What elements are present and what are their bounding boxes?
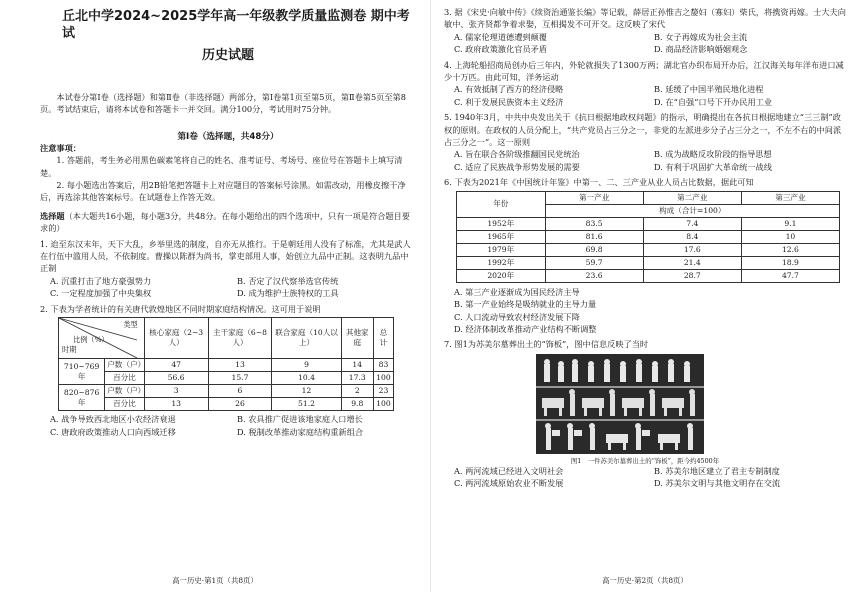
table-cell: 15.7 — [208, 372, 272, 385]
corner-type-label: 类型 — [123, 320, 138, 330]
option-d[interactable]: D. 有利于巩固扩大革命统一战线 — [654, 161, 772, 172]
question-6-options — [454, 286, 846, 336]
table-cell: 47.7 — [741, 269, 839, 282]
employment-table — [456, 191, 840, 283]
family-structure-table — [58, 317, 394, 411]
col-header: 主干家庭（6~8人） — [208, 318, 272, 359]
option-c[interactable]: C. 人口流动导致农村经济发展下降 — [454, 311, 580, 322]
option-b[interactable]: B. 成为战略反攻阶段的指导思想 — [654, 149, 772, 160]
row-label: 百分比 — [105, 398, 145, 411]
table-cell: 23.6 — [545, 269, 643, 282]
col-header: 总计 — [373, 318, 393, 359]
option-c[interactable]: C. 政府政策激化官员矛盾 — [454, 44, 548, 55]
year-cell: 1992年 — [457, 256, 546, 269]
period-cell: 710~769年 — [59, 359, 105, 385]
table-cell: 17.6 — [643, 243, 741, 256]
option-c[interactable]: C. 适应了民族战争形势发展的需要 — [454, 161, 580, 172]
table-cell: 13 — [208, 359, 272, 372]
table-cell: 12.6 — [741, 243, 839, 256]
corner-ratio-label: 比例（%） — [73, 335, 109, 345]
table-cell: 69.8 — [545, 243, 643, 256]
option-a[interactable]: A. 旨在联合各阶级推翻国民党统治 — [454, 149, 580, 160]
notice-2: 2. 每小题选出答案后，用2B铅笔把答题卡上对应题目的答案标号涂黑。如需改动，用橡皮擦干净后，再选涂其他答案标号。在试题卷上作答无效。 — [40, 180, 406, 203]
table-cell: 100 — [373, 372, 393, 385]
col-header: 核心家庭（2~3人） — [144, 318, 208, 359]
table-row — [59, 385, 394, 398]
exam-subtitle: 历史试题 — [201, 48, 254, 63]
question-7: 7. 图1为苏美尔墓葬出土的“饰板”，图中信息反映了当时 — [444, 339, 649, 350]
table-row — [457, 230, 840, 243]
question-6: 6. 下表为2021年《中国统计年鉴》中第一、二、三产业从业人员占比数据，据此可知 — [444, 177, 754, 188]
year-cell: 1965年 — [457, 230, 546, 243]
year-header: 年份 — [457, 191, 546, 217]
option-d[interactable]: D. 在“自强”口号下开办民用工业 — [654, 96, 773, 107]
table-corner-header — [59, 318, 145, 359]
option-d[interactable]: D. 商品经济影响婚姻观念 — [654, 44, 748, 55]
option-a[interactable]: A. 两河流域已经进入文明社会 — [454, 465, 564, 476]
table-cell: 59.7 — [545, 256, 643, 269]
table-cell: 17.3 — [341, 372, 373, 385]
option-a[interactable]: A. 战争导致西北地区小农经济衰退 — [50, 414, 176, 425]
option-b[interactable]: B. 否定了汉代察举选官传统 — [237, 275, 339, 286]
table-cell: 6 — [208, 385, 272, 398]
table-row — [457, 269, 840, 282]
corner-period-label: 时期 — [62, 345, 77, 355]
option-d[interactable]: D. 经济体制改革推动产业结构不断调整 — [454, 323, 597, 334]
table-cell: 3 — [144, 385, 208, 398]
table-cell: 2 — [341, 385, 373, 398]
table-cell: 81.6 — [545, 230, 643, 243]
col-header: 第二产业 — [643, 191, 741, 204]
option-b[interactable]: B. 女子再嫁成为社会主流 — [654, 31, 748, 42]
question-4-options — [454, 83, 846, 108]
table-cell: 56.6 — [144, 372, 208, 385]
table-cell: 9 — [272, 359, 341, 372]
option-a[interactable]: A. 第三产业逐渐成为国民经济主导 — [454, 286, 580, 297]
table-cell: 7.4 — [643, 217, 741, 230]
table-row — [457, 256, 840, 269]
table-row — [59, 359, 394, 372]
table-cell: 13 — [144, 398, 208, 411]
table-cell: 14 — [341, 359, 373, 372]
table-row — [457, 217, 840, 230]
figure-caption: 图1 一件苏美尔墓葬出土的“饰板”，距今约4500年 — [570, 456, 720, 465]
row-label: 百分比 — [105, 372, 145, 385]
year-cell: 1952年 — [457, 217, 546, 230]
option-a[interactable]: A. 儒家伦理道德遭到颠覆 — [454, 31, 547, 42]
exam-intro: 本试卷分第Ⅰ卷（选择题）和第Ⅱ卷（非选择题）两部分，第Ⅰ卷第1页至第5页，第Ⅱ卷第5页至第8页。考试结束后，请将本试卷和答题卡一并交回。满分100分，考试用时75分钟。 — [40, 92, 406, 115]
col-header: 第三产业 — [741, 191, 839, 204]
table-cell: 26 — [208, 398, 272, 411]
option-b[interactable]: B. 农具推广促进该地家庭人口增长 — [237, 414, 363, 425]
table-row — [457, 243, 840, 256]
table-cell: 18.9 — [741, 256, 839, 269]
notice-1: 1. 答题前，考生务必用黑色碳素笔将自己的姓名、准考证号、考场号、座位号在答题卡上填写清楚。 — [40, 155, 403, 178]
question-4: 4. 上海轮船招商局创办后三年内，外轮就损失了1300万两；湖北官办织布局开办后，江汉海关每年洋布进口减少十万匹。由此可知，洋务运动 — [444, 59, 844, 83]
mc-instructions — [40, 210, 416, 235]
question-5-options — [454, 148, 846, 173]
table-cell: 83 — [373, 359, 393, 372]
col-header: 其他家庭 — [341, 318, 373, 359]
table-cell: 8.4 — [643, 230, 741, 243]
table-cell: 12 — [272, 385, 341, 398]
option-a[interactable]: A. 沉重打击了地方豪强势力 — [50, 275, 152, 286]
question-1-options — [50, 275, 416, 300]
table-cell: 10 — [741, 230, 839, 243]
option-b[interactable]: B. 苏美尔地区建立了君主专制制度 — [654, 465, 780, 476]
option-b[interactable]: B. 第一产业始终是吸纳就业的主导力量 — [454, 299, 597, 310]
question-1: 1. 迨至东汉末年，天下大乱，乡举里选的制度，自亦无从推行。于是朝廷用人没有了标准，尤其是武人在行伍中滥用人员，不依制度。曹操以陈群为尚书，掌吏部用人事，始创立九品中正制。这表明九品中正制 — [40, 238, 411, 274]
table-cell: 47 — [144, 359, 208, 372]
col-header: 第一产业 — [545, 191, 643, 204]
table-cell: 51.2 — [272, 398, 341, 411]
option-d[interactable]: D. 成为维护士族特权的工具 — [237, 288, 339, 299]
year-cell: 2020年 — [457, 269, 546, 282]
option-c[interactable]: C. 利于发展民族资本主义经济 — [454, 96, 564, 107]
option-c[interactable]: C. 两河流域原始农业不断发展 — [454, 478, 564, 489]
table-cell: 21.4 — [643, 256, 741, 269]
table-cell: 100 — [373, 398, 393, 411]
question-3: 3. 据《宋史·向敏中传》《续资治通鉴长编》等记载，薛居正孙惟吉之嫠妇（寡妇）柴氏，将携资再嫁。士大夫向敏中、张齐贤都争着求娶，互相揭发不可开交。这反映了宋代 — [444, 7, 846, 30]
table-cell: 83.5 — [545, 217, 643, 230]
question-5: 5. 1940年3月，中共中央发出关于《抗日根据地政权问题》的指示，明确提出在各抗日根据地建立“三三制”政权的原则。在政权的人员分配上，“共产党员占三分之一，非党的左派进步分子占三分之一，不左不右的中间派占三分之一”。这一原则 — [444, 112, 842, 148]
table-cell: 28.7 — [643, 269, 741, 282]
mc-heading: 选择题 — [40, 210, 65, 221]
table-cell: 10.4 — [272, 372, 341, 385]
option-c[interactable]: C. 一定程度加强了中央集权 — [50, 288, 152, 299]
exam-title: 丘北中学2024~2025学年高一年级教学质量监测卷 期中考试 — [62, 9, 410, 41]
exam-page-2 — [430, 0, 860, 592]
mc-description: （本大题共16小题，每小题3分，共48分。在每小题给出的四个选项中，只有一项是符合题目要求的） — [40, 210, 410, 234]
question-2: 2. 下表为学者统计的有关唐代敦煌地区不同时期家庭结构情况。这可用于说明 — [40, 303, 321, 314]
table-cell: 9.1 — [741, 217, 839, 230]
page-footer: 高一历史·第2页（共8页） — [602, 576, 688, 585]
option-a[interactable]: A. 有效抵制了西方的经济侵略 — [454, 84, 564, 95]
option-d[interactable]: D. 税制改革推动家庭结构重新组合 — [237, 426, 364, 437]
table-cell: 23 — [373, 385, 393, 398]
row-label: 户数（户） — [105, 385, 145, 398]
col-header: 联合家庭（10人以上） — [272, 318, 341, 359]
table-cell: 9.8 — [341, 398, 373, 411]
question-3-options — [454, 31, 846, 56]
sumerian-panel-image — [536, 354, 704, 454]
row-label: 户数（户） — [105, 359, 145, 372]
composition-subheader: 构成（合计=100） — [545, 204, 839, 217]
page-footer: 高一历史·第1页（共8页） — [172, 576, 258, 585]
option-b[interactable]: B. 延缓了中国半殖民地化进程 — [654, 84, 764, 95]
notice-heading: 注意事项： — [40, 142, 81, 153]
question-2-options — [50, 413, 416, 438]
year-cell: 1979年 — [457, 243, 546, 256]
table-row — [59, 398, 394, 411]
sumerian-panel-illustration — [536, 354, 704, 454]
period-cell: 820~876年 — [59, 385, 105, 411]
option-c[interactable]: C. 唐政府政策推动人口向西域迁移 — [50, 426, 176, 437]
section-heading: 第Ⅰ卷（选择题，共48分） — [177, 131, 279, 142]
table-row — [59, 372, 394, 385]
question-7-options — [454, 465, 846, 490]
option-d[interactable]: D. 苏美尔文明与其他文明存在交流 — [654, 478, 781, 489]
